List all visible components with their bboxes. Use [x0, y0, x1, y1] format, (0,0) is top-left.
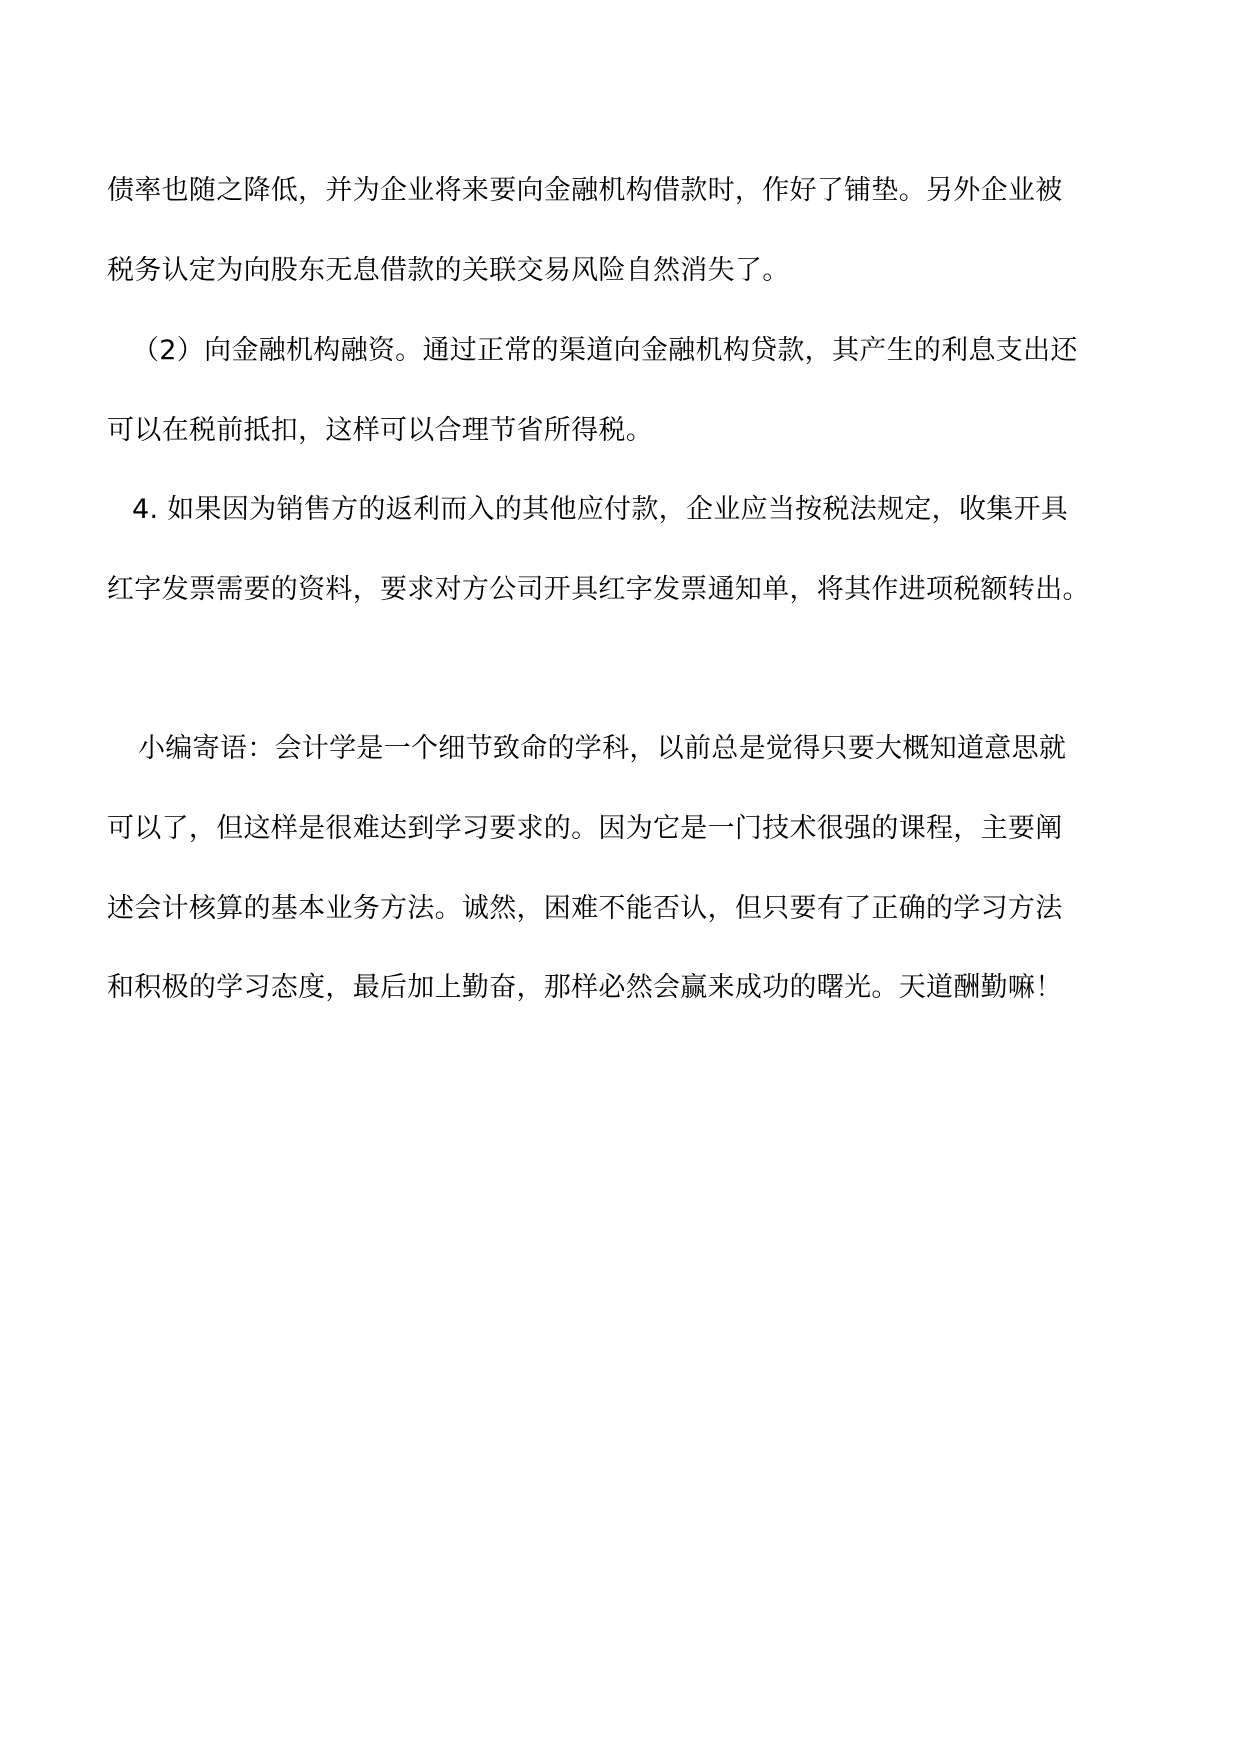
paragraph-4-line-4: 和积极的学习态度，最后加上勤奋，那样必然会赢来成功的曙光。天道酬勤嘛！ [107, 972, 1063, 1003]
paragraph-1-line-2: 税务认定为向股东无息借款的关联交易风险自然消失了。 [107, 255, 790, 286]
paragraph-2-line-2: 可以在税前抵扣，这样可以合理节省所得税。 [107, 415, 653, 446]
paragraph-4-line-1: 小编寄语：会计学是一个细节致命的学科，以前总是觉得只要大概知道意思就 [138, 733, 1067, 764]
paragraph-1-line-1: 债率也随之降低，并为企业将来要向金融机构借款时，作好了铺垫。另外企业被 [107, 175, 1063, 206]
paragraph-4-line-3: 述会计核算的基本业务方法。诚然，困难不能否认，但只要有了正确的学习方法 [107, 893, 1063, 924]
paragraph-3-line-2: 红字发票需要的资料，要求对方公司开具红字发票通知单，将其作进项税额转出。 [107, 574, 1090, 605]
paragraph-4-line-2: 可以了，但这样是很难达到学习要求的。因为它是一门技术很强的课程，主要阐 [107, 813, 1063, 844]
paragraph-3-line-1: 4. 如果因为销售方的返利而入的其他应付款，企业应当按税法规定，收集开具 [132, 494, 1069, 525]
paragraph-2-line-1: （2）向金融机构融资。通过正常的渠道向金融机构贷款，其产生的利息支出还 [132, 335, 1078, 366]
